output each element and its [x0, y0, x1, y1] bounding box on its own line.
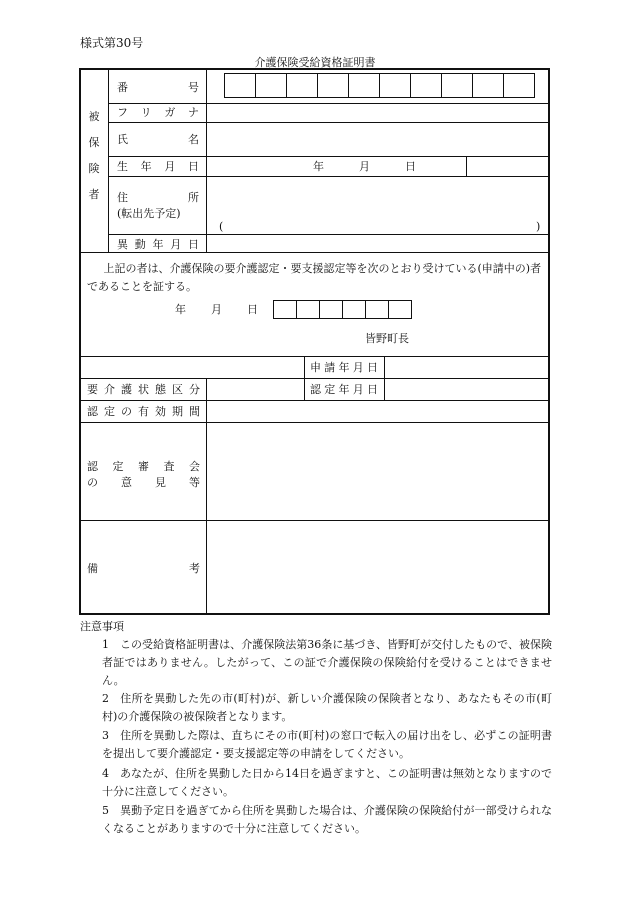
board-opinion-label-line2 — [87, 476, 200, 489]
note-item — [102, 765, 552, 801]
application-date-label — [310, 361, 378, 374]
address-label — [117, 191, 199, 204]
label-char: 号 — [188, 81, 199, 94]
digit-cell[interactable] — [318, 73, 349, 98]
validity-period-field[interactable] — [208, 402, 548, 421]
certification-date-input[interactable] — [273, 300, 412, 319]
board-opinion-field[interactable] — [208, 424, 548, 519]
label-char: の — [121, 405, 132, 418]
label-char: ナ — [187, 106, 199, 119]
label-char: 名 — [188, 133, 199, 146]
label-char: 年 — [338, 361, 350, 374]
label-char: 認 — [87, 460, 98, 473]
digit-cell[interactable] — [504, 73, 535, 98]
label-char: 状 — [138, 383, 149, 396]
label-char: 定 — [112, 460, 124, 473]
label-char: 所 — [188, 191, 199, 204]
name-label — [117, 133, 199, 146]
cert-day-unit: 日 — [247, 303, 258, 316]
cert-year-unit: 年 — [175, 303, 186, 316]
label-char: 日 — [188, 238, 199, 251]
digit-cell[interactable] — [366, 300, 389, 319]
form-number: 様式第30号 — [80, 36, 144, 50]
address-field[interactable] — [208, 178, 548, 233]
digit-cell[interactable] — [256, 73, 287, 98]
label-char: 考 — [189, 562, 200, 575]
label-char: 定 — [324, 383, 336, 396]
digit-cell[interactable] — [343, 300, 366, 319]
name-field[interactable] — [208, 124, 548, 155]
certification-statement: 上記の者は、介護保険の要介護認定・要支援認定等を次のとおり受けている(申請中の)者であることを証する。 — [87, 262, 542, 293]
label-char: 住 — [117, 191, 128, 204]
digit-cell[interactable] — [274, 300, 297, 319]
birth-year-unit: 年 — [313, 160, 324, 173]
label-char: 備 — [87, 562, 98, 575]
label-char: ガ — [164, 106, 176, 119]
digit-cell[interactable] — [225, 73, 256, 98]
board-opinion-label-line1 — [87, 460, 200, 473]
label-char: 態 — [155, 383, 166, 396]
digit-cell[interactable] — [320, 300, 343, 319]
cert-month-unit: 月 — [211, 303, 222, 316]
note-text: この受給資格証明書は、介護保険法第36条に基づき、皆野町が交付したもので、被保険者証ではありません。したがって、この証で介護保険の保険給付を受けることはできません。 — [102, 638, 552, 687]
label-char: の — [87, 476, 98, 489]
label-char: 年 — [140, 160, 152, 173]
label-char: 月 — [352, 361, 364, 374]
care-level-label — [87, 383, 200, 396]
label-char: 日 — [187, 160, 199, 173]
note-number: 4 — [102, 767, 109, 780]
label-char: 月 — [170, 238, 182, 251]
address-sub-label: (転出先予定) — [117, 207, 181, 220]
notes-title: 注意事項 — [80, 620, 124, 633]
label-char: 等 — [189, 476, 200, 489]
application-date-field[interactable] — [386, 358, 548, 377]
label-char: リ — [140, 106, 152, 119]
label-char: 意 — [121, 476, 132, 489]
side-char: 険 — [88, 162, 100, 175]
note-number: 3 — [102, 729, 109, 742]
certificate-table — [79, 68, 550, 615]
note-text: 住所を異動した際は、直ちにその市(町村)の窓口で転入の届け出をし、必ずこの証明書を提出して要介護認定・要支援認定等の申請をしてください。 — [102, 729, 552, 760]
label-char: 有 — [138, 405, 149, 418]
label-char: 申 — [310, 361, 321, 374]
digit-cell[interactable] — [297, 300, 320, 319]
label-char: 認 — [87, 405, 98, 418]
digit-cell[interactable] — [442, 73, 473, 98]
label-char: 日 — [367, 361, 378, 374]
document-title: 介護保険受給資格証明書 — [254, 56, 376, 69]
label-char: 請 — [324, 361, 336, 374]
number-label — [117, 81, 199, 94]
label-char: 査 — [163, 460, 175, 473]
note-text: 住所を異動した先の市(町村)が、新しい介護保険の保険者となり、あなたもその市(町村)の介護保険の被保険者となります。 — [102, 692, 552, 723]
furigana-label — [117, 106, 199, 119]
care-level-field[interactable] — [208, 380, 302, 399]
label-char: 要 — [87, 383, 98, 396]
note-number: 1 — [102, 638, 109, 651]
label-char: 区 — [172, 383, 183, 396]
birth-month-unit: 月 — [359, 160, 370, 173]
label-char: 期 — [172, 405, 183, 418]
label-char: 審 — [138, 460, 149, 473]
furigana-field[interactable] — [208, 104, 548, 121]
birth-day-unit: 日 — [405, 160, 416, 173]
move-date-label — [117, 238, 199, 251]
label-char: 年 — [152, 238, 164, 251]
note-item — [102, 802, 552, 838]
digit-cell[interactable] — [411, 73, 442, 98]
note-text: あなたが、住所を異動した日から14日を過ぎますと、この証明書は無効となりますので十分に注意してください。 — [102, 767, 552, 798]
issuer-name: 皆野町長 — [365, 332, 409, 345]
note-number: 5 — [102, 804, 109, 817]
note-text: 異動予定日を過ぎてから住所を異動した場合は、介護保険の保険給付が一部受けられなくなることがありますので十分に注意してください。 — [102, 804, 552, 835]
move-date-field[interactable] — [208, 236, 548, 251]
label-char: 月 — [164, 160, 176, 173]
label-char: 日 — [367, 383, 378, 396]
address-paren-close: ) — [536, 220, 541, 233]
digit-cell[interactable] — [380, 73, 411, 98]
label-char: 氏 — [117, 133, 128, 146]
label-char: 動 — [134, 238, 146, 251]
label-char: 定 — [104, 405, 115, 418]
label-char: 分 — [189, 383, 200, 396]
label-char: 年 — [338, 383, 350, 396]
note-item — [102, 636, 552, 690]
birth-date-label — [117, 160, 199, 173]
side-char: 者 — [88, 188, 100, 201]
label-char: フ — [117, 106, 128, 119]
note-item — [102, 690, 552, 726]
label-char: 会 — [189, 460, 200, 473]
note-number: 2 — [102, 692, 109, 705]
side-char: 被 — [88, 110, 100, 123]
label-char: 効 — [155, 405, 166, 418]
label-char: 認 — [310, 383, 321, 396]
validity-period-label — [87, 405, 200, 418]
certification-date-label — [310, 383, 378, 396]
digit-cell[interactable] — [349, 73, 380, 98]
label-char: 生 — [117, 160, 128, 173]
remarks-label — [87, 562, 200, 575]
digit-cell[interactable] — [287, 73, 318, 98]
label-char: 月 — [352, 383, 364, 396]
digit-cell[interactable] — [473, 73, 504, 98]
side-char: 保 — [88, 136, 100, 149]
insured-side-label — [87, 104, 101, 208]
label-char: 見 — [155, 476, 166, 489]
label-char: 番 — [117, 81, 128, 94]
label-char: 間 — [189, 405, 200, 418]
label-char: 護 — [121, 383, 132, 396]
label-char: 介 — [104, 383, 115, 396]
note-item — [102, 727, 552, 763]
label-char: 異 — [117, 238, 128, 251]
remarks-field[interactable] — [208, 522, 548, 613]
certification-date-field[interactable] — [386, 380, 548, 399]
insured-number-input[interactable] — [224, 73, 535, 98]
digit-cell[interactable] — [389, 300, 412, 319]
address-paren-open: ( — [219, 220, 224, 233]
